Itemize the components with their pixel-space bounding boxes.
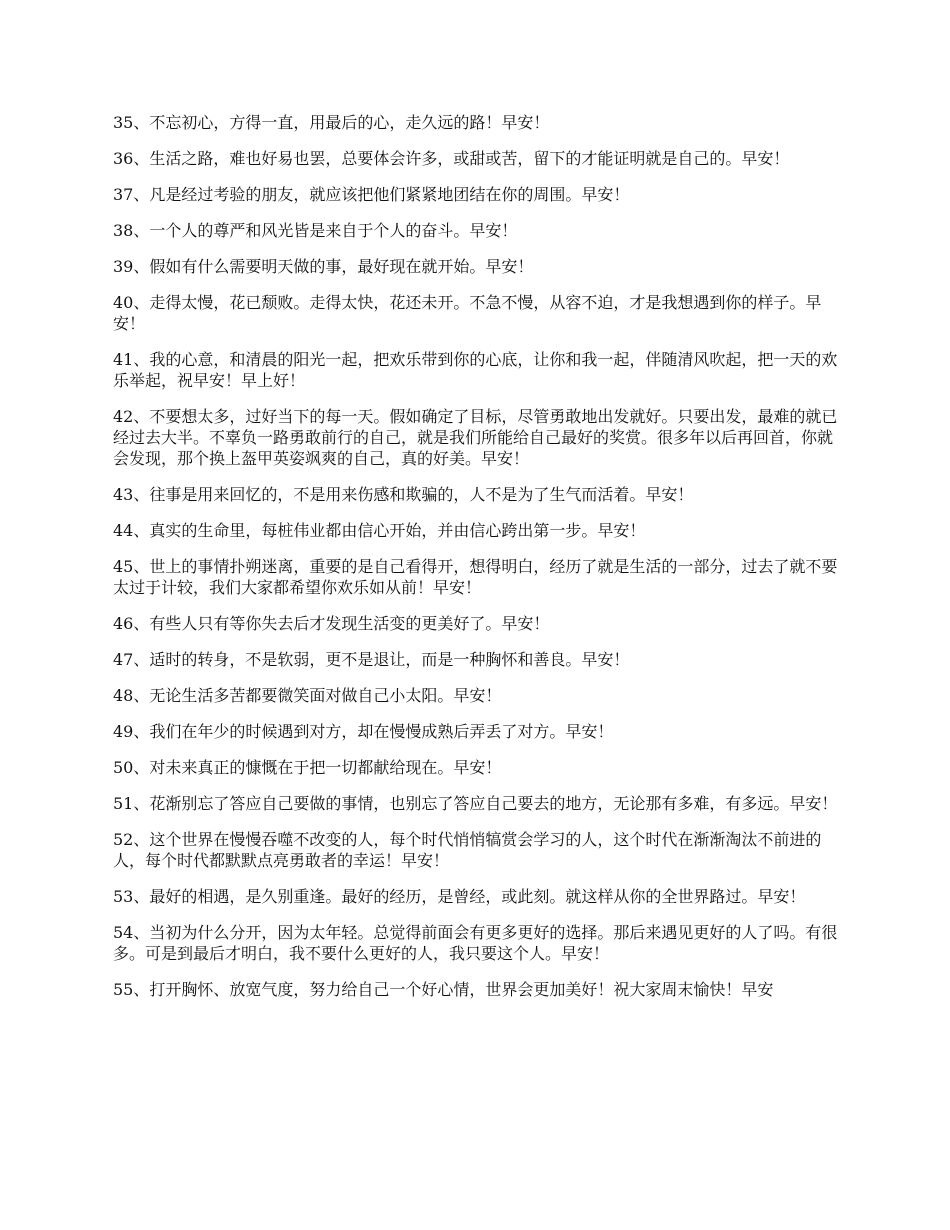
paragraph-51: 51、花渐别忘了答应自己要做的事情，也别忘了答应自己要去的地方，无论那有多难，有多远。早安！ [113,794,838,813]
paragraph-40: 40、走得太慢，花已颓败。走得太快，花还未开。不急不慢，从容不迫，才是我想遇到你的样子。早安！ [113,293,822,333]
paragraph-49: 49、我们在年少的时候遇到对方，却在慢慢成熟后弄丢了对方。早安！ [113,722,614,741]
paragraph-39: 39、假如有什么需要明天做的事，最好现在就开始。早安！ [113,257,534,276]
paragraph-36: 36、生活之路，难也好易也罢，总要体会许多，或甜或苦，留下的才能证明就是自己的。早安！ [113,149,790,168]
paragraph-46: 46、有些人只有等你失去后才发现生活变的更美好了。早安！ [113,614,550,633]
paragraph-45: 45、世上的事情扑朔迷离，重要的是自己看得开，想得明白，经历了就是生活的一部分，过去了就不要太过于计较，我们大家都希望你欢乐如从前！早安！ [113,557,838,597]
paragraph-41: 41、我的心意，和清晨的阳光一起，把欢乐带到你的心底，让你和我一起，伴随清风吹起，把一天的欢乐举起，祝早安！早上好！ [113,350,838,390]
paragraph-43: 43、往事是用来回忆的，不是用来伤感和欺骗的，人不是为了生气而活着。早安！ [113,485,694,504]
paragraph-52: 52、这个世界在慢慢吞噬不改变的人，每个时代悄悄犒赏会学习的人，这个时代在渐渐淘汰不前进的人，每个时代都默默点亮勇敢者的幸运！早安！ [113,830,822,870]
document-body [113,112,843,1015]
paragraph-44: 44、真实的生命里，每桩伟业都由信心开始，并由信心跨出第一步。早安！ [113,521,646,540]
paragraph-37: 37、凡是经过考验的朋友，就应该把他们紧紧地团结在你的周围。早安！ [113,185,630,204]
paragraph-50: 50、对未来真正的慷慨在于把一切都献给现在。早安！ [113,758,502,777]
paragraph-48: 48、无论生活多苦都要微笑面对做自己小太阳。早安！ [113,686,502,705]
paragraph-53: 53、最好的相遇，是久别重逢。最好的经历，是曾经，或此刻。就这样从你的全世界路过。早安！ [113,887,806,906]
paragraph-38: 38、一个人的尊严和风光皆是来自于个人的奋斗。早安！ [113,221,518,240]
paragraph-42: 42、不要想太多，过好当下的每一天。假如确定了目标，尽管勇敢地出发就好。只要出发，最难的就已经过去大半。不辜负一路勇敢前行的自己，就是我们所能给自己最好的奖赏。很多年以后再回首，你就会发现，那个换上盔甲英姿飒爽的自己，真的好美。早安！ [113,407,838,468]
paragraph-54: 54、当初为什么分开，因为太年轻。总觉得前面会有更多更好的选择。那后来遇见更好的人了吗。有很多。可是到最后才明白，我不要什么更好的人，我只要这个人。早安！ [113,923,838,963]
paragraph-47: 47、适时的转身，不是软弱，更不是退让，而是一种胸怀和善良。早安！ [113,650,630,669]
paragraph-35: 35、不忘初心，方得一直，用最后的心，走久远的路！早安！ [113,113,550,132]
paragraph-55: 55、打开胸怀、放宽气度，努力给自己一个好心情，世界会更加美好！祝大家周末愉快！早安 [113,980,774,999]
